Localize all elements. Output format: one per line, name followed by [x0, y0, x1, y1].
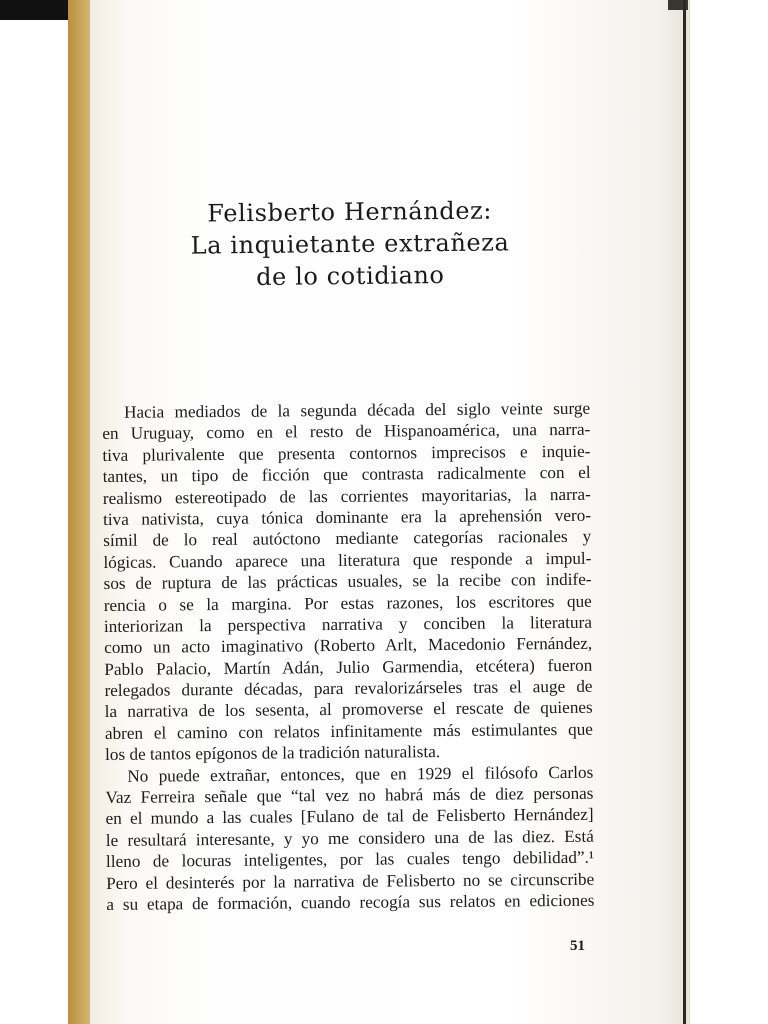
body-line: los de tantos epígonos de la tradición naturalista. [104, 742, 441, 765]
body-line: en Uruguay, como en el resto de Hispanoamérica, una narra- [102, 420, 591, 444]
body-line: tiva nativista, cuya tónica dominante era la aprehensión vero- [102, 505, 592, 529]
body-line: lleno de locuras inteligentes, por las cuales tengo debilidad”.¹ [105, 847, 595, 872]
body-line: realismo estereotipado de las corrientes mayoritarias, la narra- [102, 484, 591, 508]
body-line: tiva plurivalente que presenta contornos imprecisos e inquie- [102, 441, 591, 465]
body-line: símil de lo real autóctono mediante categorías racionales y [103, 527, 592, 551]
page-number: 51 [570, 938, 585, 954]
body-line: relegados durante décadas, para revalorizárseles tras el auge de [104, 676, 593, 701]
chapter-title-line-1: Felisberto Hernández: [207, 196, 493, 228]
chapter-title [150, 194, 551, 294]
body-line: Hacia mediados de la segunda década del siglo veinte surge [124, 398, 591, 422]
body-line: le resultará interesante, y yo me considero una de las diez. Está [105, 826, 594, 850]
body-line: sos de ruptura de las prácticas usuales, se la recibe con indife- [103, 569, 592, 594]
body-line: rencia o se la margina. Por estas razones, los escritores que [103, 591, 592, 615]
body-line: Vaz Ferreira señale que “tal vez no habrá más de diez personas [105, 783, 594, 808]
body-line: a su etapa de formación, cuando recogía sus relatos en ediciones [106, 890, 595, 914]
body-line: la narrativa de los sesenta, al promoverse el rescate de quienes [104, 698, 593, 722]
body-line: abren el camino con relatos infinitamente más estimulantes que [104, 719, 593, 743]
page-edge-line [683, 0, 686, 1024]
body-line: interiorizan la perspectiva narrativa y conciben la literatura [103, 612, 593, 636]
body-line: como un acto imaginativo (Roberto Arlt, Macedonio Fernández, [104, 634, 593, 658]
body-text [102, 398, 594, 916]
right-margin [690, 0, 768, 1024]
chapter-title-line-3: de lo cotidiano [255, 261, 445, 291]
body-line: Pablo Palacio, Martín Adán, Julio Garmendia, etcétera) fueron [104, 655, 593, 679]
body-line: No puede extrañar, entonces, que en 1929 el filósofo Carlos [127, 762, 594, 786]
body-line: lógicas. Cuando aparece una literatura que responde a impul- [103, 548, 592, 572]
body-line: en el mundo a las cuales [Fulano de tal de Felisberto Hernández] [105, 805, 594, 829]
body-line: Pero el desinterés por la narrativa de Felisberto no se circunscribe [106, 869, 595, 893]
body-line: tantes, un tipo de ficción que contrasta radicalmente con el [102, 462, 591, 487]
chapter-title-line-2: La inquietante extrañeza [190, 228, 510, 260]
